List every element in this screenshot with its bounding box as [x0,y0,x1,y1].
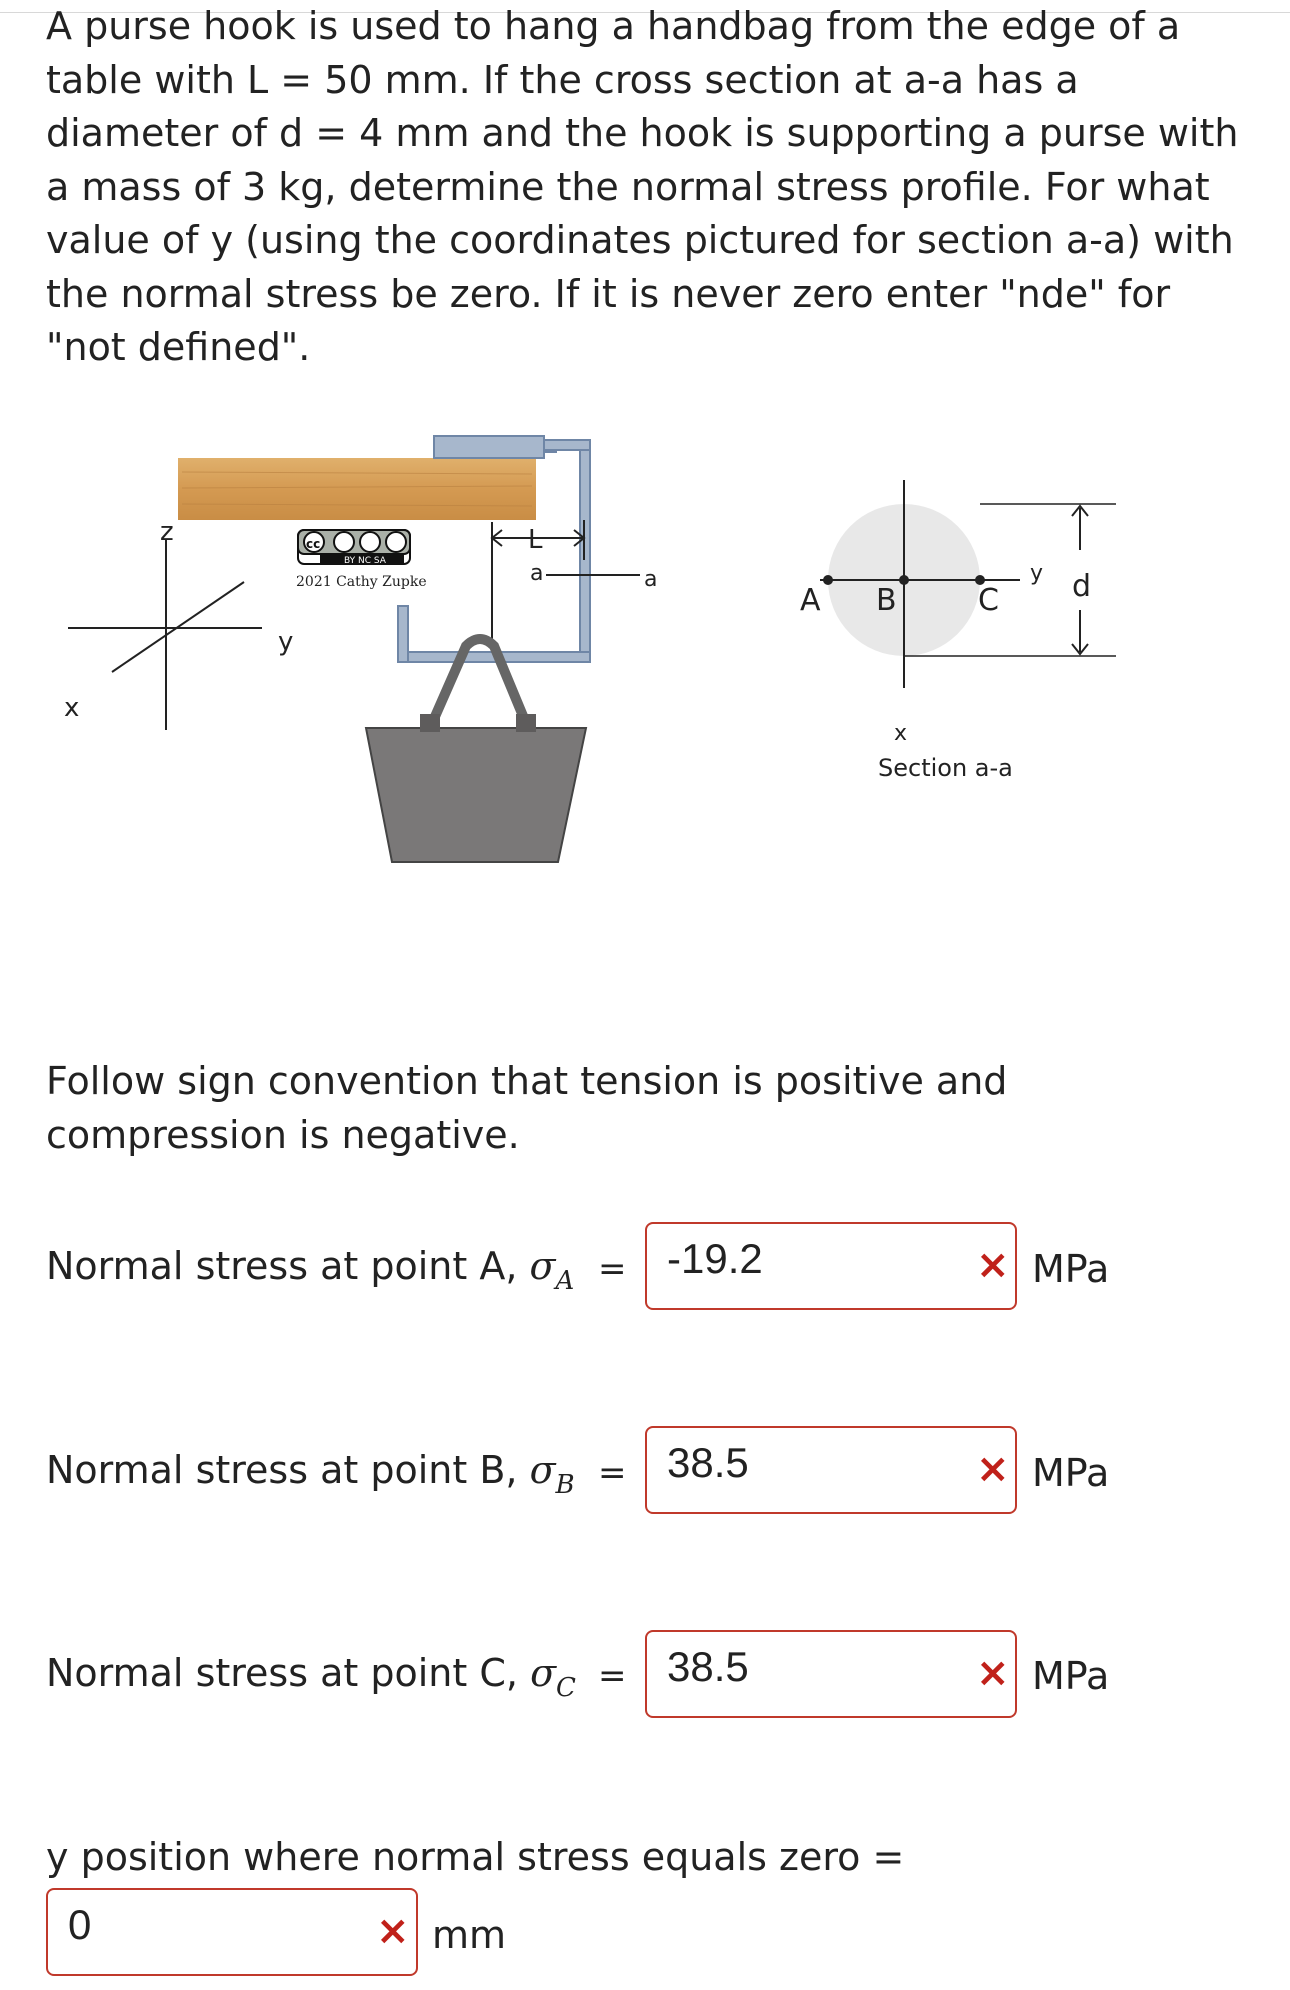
unit-label-B: MPa [1032,1451,1110,1495]
incorrect-x-icon: × [376,1908,410,1954]
coordinate-axes [68,540,262,730]
handbag [366,639,586,862]
answer-input-zero[interactable] [46,1888,418,1976]
answer-input-A[interactable] [645,1222,1017,1310]
point-B-label: B [876,583,897,618]
axis-y-label: y [278,627,294,657]
answer-input-B[interactable] [645,1426,1017,1514]
point-C-label: C [978,583,999,618]
svg-text:cc: cc [306,537,321,551]
answer-input-C[interactable] [645,1630,1017,1718]
incorrect-x-icon: × [976,1650,1010,1696]
unit-label-C: MPa [1032,1654,1110,1698]
cut-label-right: a [644,567,658,592]
hook-diagram [0,410,1290,930]
axis-x-label: x [64,693,80,723]
sigma-symbol: $\sigma_A$ [529,1244,575,1296]
L-label: L [528,525,543,555]
table-top [178,458,536,520]
sigma-symbol: $\sigma_B$ [529,1448,575,1500]
section-caption: Section a-a [878,754,1013,782]
question-label-A [46,1241,574,1306]
equals-sign: = [598,1453,627,1493]
axis-z-label: z [160,517,174,547]
incorrect-x-icon: × [976,1446,1010,1492]
point-A-label: A [800,583,821,618]
cut-label-left: a [530,561,544,586]
license-badge-text: BY NC SA [344,556,386,566]
equals-sign: = [598,1249,627,1289]
equals-sign: = [598,1656,627,1696]
question-label-B [46,1445,575,1510]
question-prefix: Normal stress at point A, [46,1244,530,1288]
section-y-label: y [1030,561,1044,586]
unit-label-zero: mm [432,1913,507,1957]
question-label-C [46,1648,576,1713]
answer-value-zero[interactable]: 0 [68,1901,92,1948]
section-x-label: x [894,721,908,746]
answer-value-B[interactable]: 38.5 [667,1439,749,1486]
zero-position-label: y position where normal stress equals zero = [46,1835,905,1879]
problem-figure [0,410,1290,930]
question-prefix: Normal stress at point B, [46,1448,530,1492]
answer-value-C[interactable]: 38.5 [667,1643,749,1690]
question-prefix: Normal stress at point C, [46,1651,531,1695]
unit-label-A: MPa [1032,1247,1110,1291]
license-badge [298,530,410,566]
sigma-symbol: $\sigma_C$ [530,1651,576,1703]
section-d-label: d [1072,569,1092,604]
incorrect-x-icon: × [976,1242,1010,1288]
sign-convention-note: Follow sign convention that tension is positive and compression is negative. [46,1059,1008,1157]
problem-statement: A purse hook is used to hang a handbag from the edge of a table with L = 50 mm. If the cross section at a-a has a diameter of d = 4 mm and the hook is supporting a purse with a mass of 3 kg, determine the normal stress profile. For what value of y (using the coordinates pictured for section a-a) with the normal stress be zero. If it is never zero enter "nde" for "not defined". [46,4,1239,369]
license-credit: 2021 Cathy Zupke [296,574,427,590]
answer-value-A[interactable]: -19.2 [667,1235,763,1282]
